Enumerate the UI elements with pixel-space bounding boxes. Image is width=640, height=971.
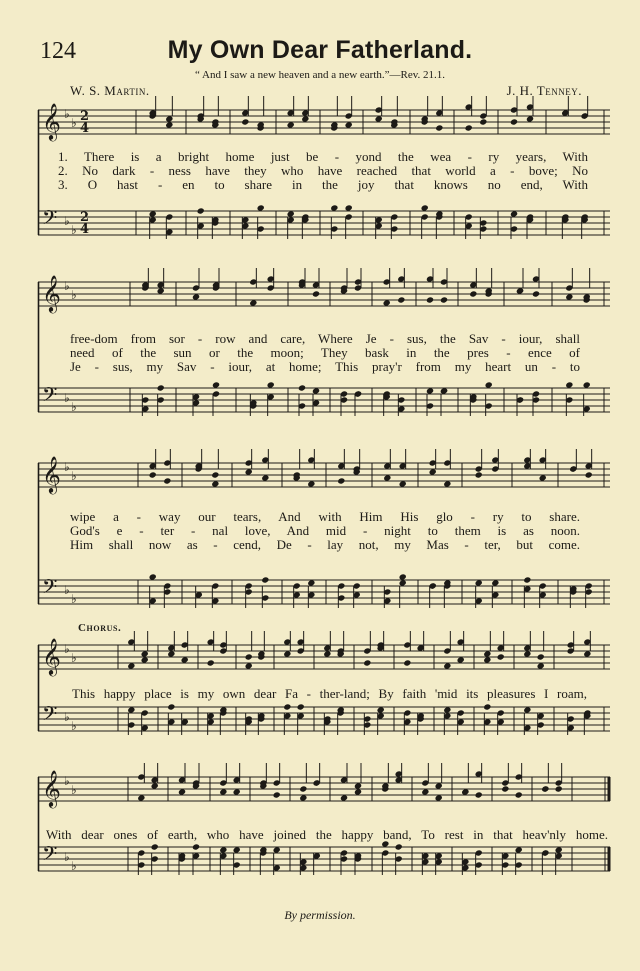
note-head: [541, 785, 549, 792]
flat-icon: ♭: [71, 592, 77, 606]
time-signature: 4: [80, 222, 90, 237]
flat-icon: ♭: [71, 651, 77, 665]
note-head: [312, 290, 320, 297]
note-head: [157, 384, 165, 391]
note-head: [537, 653, 545, 660]
note-head: [273, 791, 281, 798]
treble-clef-icon: 𝄞: [42, 769, 61, 807]
note-head: [245, 653, 253, 660]
flat-icon: ♭: [64, 642, 70, 656]
note-head: [475, 471, 483, 478]
treble-clef-icon: 𝄞: [42, 637, 61, 675]
note-head: [299, 785, 307, 792]
note-head: [469, 290, 477, 297]
page-number: 124: [40, 38, 76, 64]
note-head: [510, 118, 518, 125]
flat-icon: ♭: [71, 288, 77, 302]
treble-clef-icon: 𝄞: [42, 455, 61, 493]
note-head: [363, 659, 371, 666]
note-head: [397, 296, 405, 303]
note-head: [497, 653, 505, 660]
flat-icon: ♭: [71, 859, 77, 873]
permission-note: By permission.: [284, 908, 356, 922]
note-head: [192, 843, 200, 850]
note-head: [426, 296, 434, 303]
flat-icon: ♭: [64, 583, 70, 597]
note-head: [483, 703, 491, 710]
note-head: [163, 477, 171, 484]
verse-2-line-2: need of the sun or the moon; They bask in the pres - ence of: [70, 345, 580, 360]
note-head: [151, 843, 159, 850]
bass-clef-icon: 𝄢: [42, 206, 58, 234]
note-head: [395, 843, 403, 850]
note-head: [465, 124, 473, 131]
flat-icon: ♭: [71, 469, 77, 483]
bass-clef-icon: 𝄢: [42, 383, 58, 411]
bass-clef-icon: 𝄢: [42, 575, 58, 603]
flat-icon: ♭: [64, 279, 70, 293]
flat-icon: ♭: [64, 107, 70, 121]
flat-icon: ♭: [71, 223, 77, 237]
note-head: [440, 296, 448, 303]
note-head: [403, 659, 411, 666]
note-head: [167, 703, 175, 710]
verse-2-line-3: God's e - ter - nal love, And mid - night to them is as noon.: [70, 523, 580, 538]
verse-2-line-1: 2. No dark - ness have they who have reached that world a - bove; No: [58, 163, 588, 178]
flat-icon: ♭: [64, 850, 70, 864]
note-head: [501, 785, 509, 792]
time-signature: 2: [80, 210, 90, 225]
flat-icon: ♭: [64, 460, 70, 474]
note-head: [261, 576, 269, 583]
flat-icon: ♭: [64, 774, 70, 788]
composer-credit: J. H. Tenney.: [506, 83, 582, 98]
chorus-line-2: With dear ones of earth, who have joined the happy band, To rest in that heav'nly home.: [46, 827, 608, 842]
note-head: [298, 384, 306, 391]
note-head: [283, 703, 291, 710]
verse-3-line-3: Him shall now as - cend, De - lay not, my Mas - ter, but come.: [70, 537, 580, 552]
flat-icon: ♭: [64, 710, 70, 724]
flat-icon: ♭: [64, 214, 70, 228]
bass-clef-icon: 𝄢: [42, 842, 58, 870]
time-signature: 4: [80, 121, 90, 136]
note-head: [149, 471, 157, 478]
lyricist-credit: W. S. Martin.: [70, 83, 150, 98]
verse-1-line-2: free-dom from sor - row and care, Where Je - sus, the Sav - iour, shall: [70, 331, 580, 346]
time-signature: 2: [80, 109, 90, 124]
flat-icon: ♭: [71, 783, 77, 797]
note-head: [207, 659, 215, 666]
note-head: [515, 791, 523, 798]
flat-icon: ♭: [71, 400, 77, 414]
chorus-line-1: This happy place is my own dear Fa - ther-land; By faith 'mid its pleasures I roam,: [72, 686, 587, 701]
scripture-epigraph: “ And I saw a new heaven and a new earth.”—Rev. 21.1.: [194, 69, 446, 81]
treble-clef-icon: 𝄞: [42, 102, 61, 140]
note-head: [211, 471, 219, 478]
bass-clef-icon: 𝄢: [42, 702, 58, 730]
flat-icon: ♭: [64, 391, 70, 405]
verse-1-line-1: 1. There is a bright home just be - yond the wea - ry years, With: [58, 149, 588, 164]
note-head: [532, 290, 540, 297]
verse-1-line-3: wipe a - way our tears, And with Him His glo - ry to share.: [70, 509, 580, 524]
note-head: [197, 207, 205, 214]
note-head: [555, 785, 563, 792]
note-head: [475, 791, 483, 798]
hymn-title: My Own Dear Fatherland.: [167, 36, 473, 64]
note-head: [479, 118, 487, 125]
flat-icon: ♭: [71, 719, 77, 733]
chorus-label: Chorus.: [78, 622, 122, 634]
note-head: [241, 118, 249, 125]
flat-icon: ♭: [71, 116, 77, 130]
note-head: [523, 576, 531, 583]
verse-3-line-2: Je - sus, my Sav - iour, at home; This pray'r from my heart un - to: [70, 359, 580, 374]
note-head: [337, 477, 345, 484]
note-head: [585, 471, 593, 478]
verse-3-line-1: 3. O hast - en to share in the joy that knows no end, With: [58, 177, 588, 192]
note-head: [435, 124, 443, 131]
treble-clef-icon: 𝄞: [42, 274, 61, 312]
note-head: [297, 703, 305, 710]
